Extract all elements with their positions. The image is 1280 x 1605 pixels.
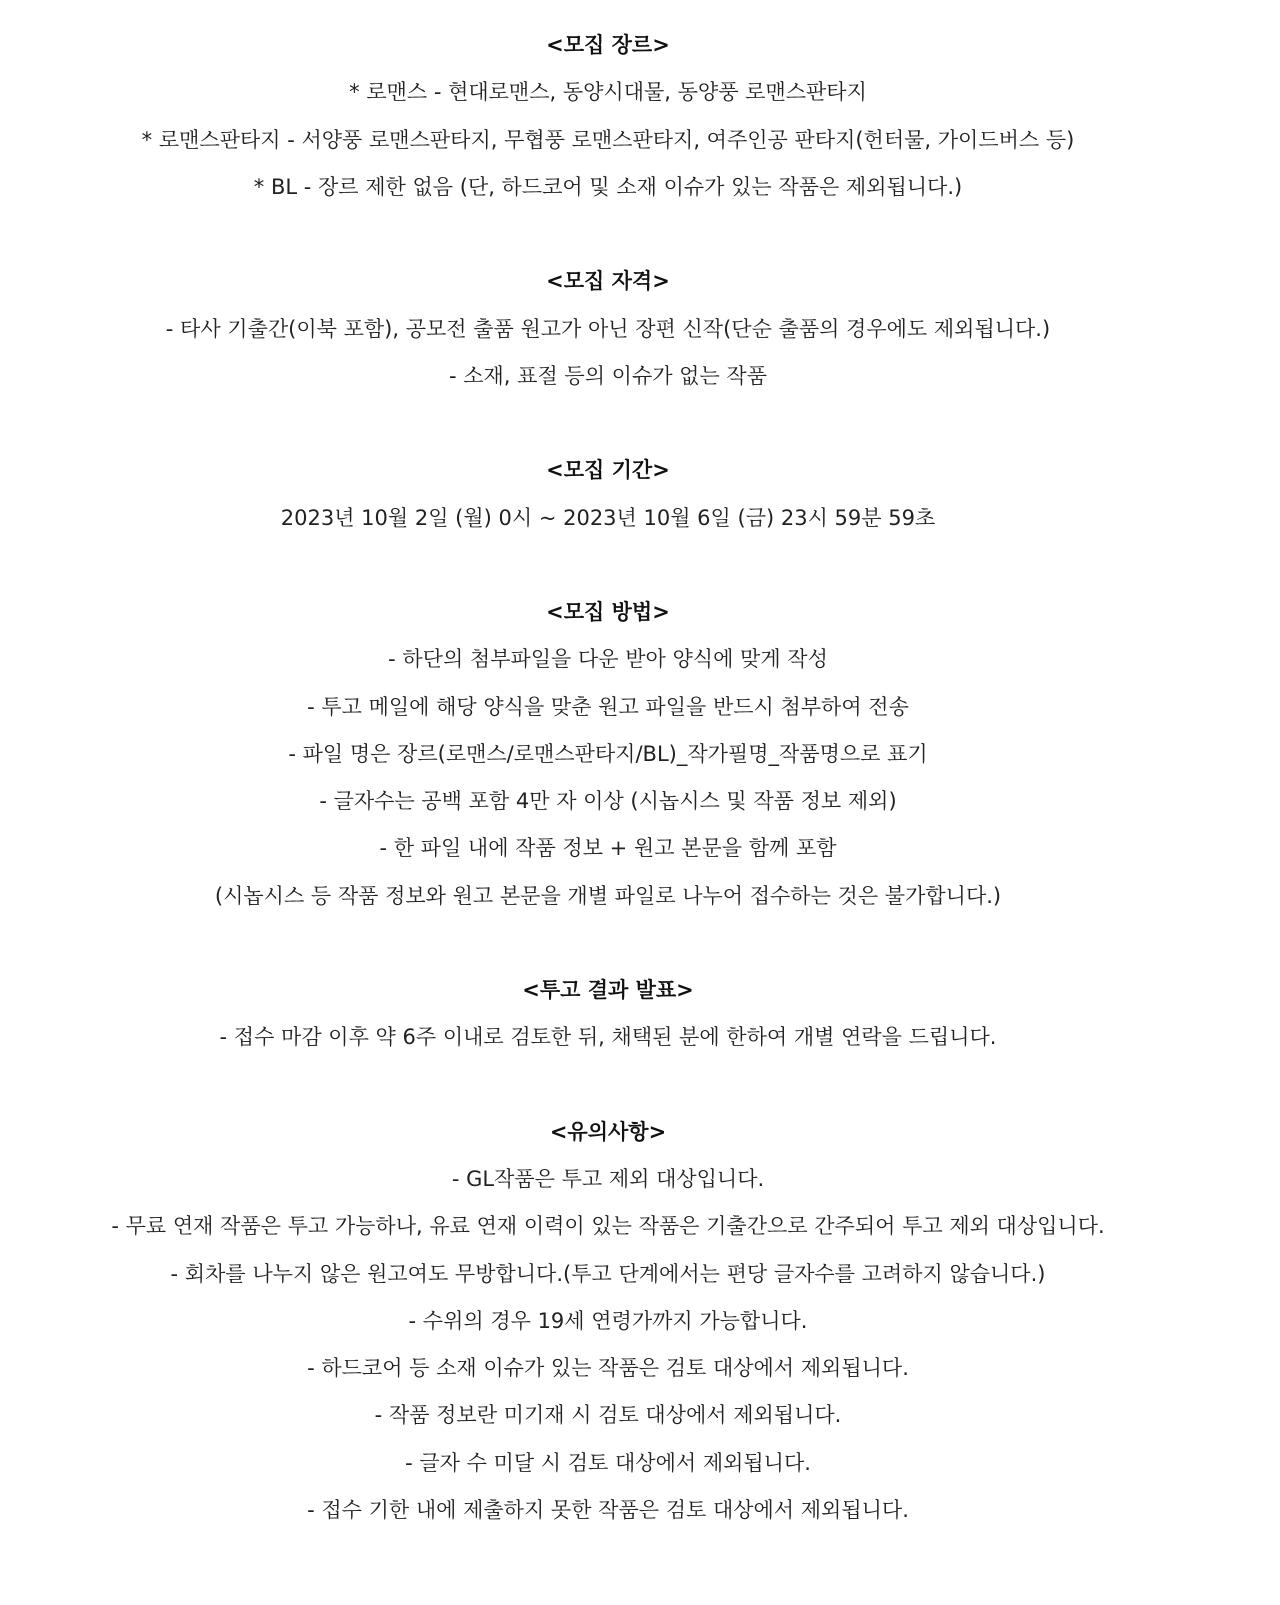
- notice-section: [0, 967, 1216, 1109]
- section-heading: <유의사항>: [549, 1119, 667, 1144]
- notice-section: [0, 447, 1216, 589]
- section-line: - 회차를 나누지 않은 원고여도 무방합니다.(투고 단계에서는 편당 글자수를 고려하지 않습니다.): [170, 1261, 1046, 1286]
- section-line: (시놉시스 등 작품 정보와 원고 본문을 개별 파일로 나누어 접수하는 것은 불가합니다.): [214, 883, 1002, 908]
- section-line: - 접수 마감 이후 약 6주 이내로 검토한 뒤, 채택된 분에 한하여 개별 연락을 드립니다.: [219, 1025, 997, 1050]
- notice-section: [0, 1109, 1216, 1534]
- notice-section: [0, 258, 1216, 447]
- notice-section: [0, 589, 1216, 967]
- section-line: * 로맨스판타지 - 서양풍 로맨스판타지, 무협풍 로맨스판타지, 여주인공 판타지(헌터물, 가이드버스 등): [141, 127, 1075, 152]
- section-heading: <모집 장르>: [546, 33, 670, 57]
- section-spacer: [0, 400, 1216, 447]
- section-spacer: [0, 211, 1216, 258]
- section-line: - 소재, 표절 등의 이슈가 없는 작품: [448, 363, 768, 388]
- section-line: - 투고 메일에 해당 양식을 맞춘 원고 파일을 반드시 첨부하여 전송: [307, 694, 909, 719]
- section-spacer: [0, 1062, 1216, 1109]
- section-heading: <모집 방법>: [546, 600, 670, 624]
- section-heading: <모집 자격>: [546, 269, 670, 294]
- section-line: - 파일 명은 장르(로맨스/로맨스판타지/BL)_작가필명_작품명으로 표기: [288, 741, 928, 766]
- section-line: * 로맨스 - 현대로맨스, 동양시대물, 동양풍 로맨스판타지: [349, 80, 867, 105]
- section-line: - 접수 기한 내에 제출하지 못한 작품은 검토 대상에서 제외됩니다.: [307, 1497, 909, 1522]
- notice-section: [0, 22, 1216, 258]
- section-line: - 하단의 첨부파일을 다운 받아 양식에 맞게 작성: [388, 647, 828, 672]
- section-spacer: [0, 542, 1216, 589]
- section-heading: <투고 결과 발표>: [522, 978, 694, 1002]
- section-line: - 작품 정보란 미기재 시 검토 대상에서 제외됩니다.: [374, 1403, 842, 1428]
- section-line: - 무료 연재 작품은 투고 가능하나, 유료 연재 이력이 있는 작품은 기출간으로 간주되어 투고 제외 대상입니다.: [111, 1214, 1105, 1239]
- section-line: 2023년 10월 2일 (월) 0시 ~ 2023년 10월 6일 (금) 23시 59분 59초: [280, 505, 936, 530]
- section-line: - 수위의 경우 19세 연령가까지 가능합니다.: [408, 1308, 808, 1333]
- section-spacer: [0, 920, 1216, 967]
- section-heading: <모집 기간>: [546, 458, 670, 483]
- section-line: - 글자 수 미달 시 검토 대상에서 제외됩니다.: [405, 1450, 811, 1475]
- section-line: - 한 파일 내에 작품 정보 + 원고 본문을 함께 포함: [379, 836, 837, 861]
- section-line: - 타사 기출간(이북 포함), 공모전 출품 원고가 아닌 장편 신작(단순 출품의 경우에도 제외됩니다.): [165, 316, 1051, 341]
- section-line: * BL - 장르 제한 없음 (단, 하드코어 및 소재 이슈가 있는 작품은 제외됩니다.): [253, 174, 963, 199]
- section-line: - 글자수는 공백 포함 4만 자 이상 (시놉시스 및 작품 정보 제외): [319, 789, 897, 813]
- section-line: - GL작품은 투고 제외 대상입니다.: [451, 1167, 765, 1191]
- section-line: - 하드코어 등 소재 이슈가 있는 작품은 검토 대상에서 제외됩니다.: [307, 1356, 909, 1380]
